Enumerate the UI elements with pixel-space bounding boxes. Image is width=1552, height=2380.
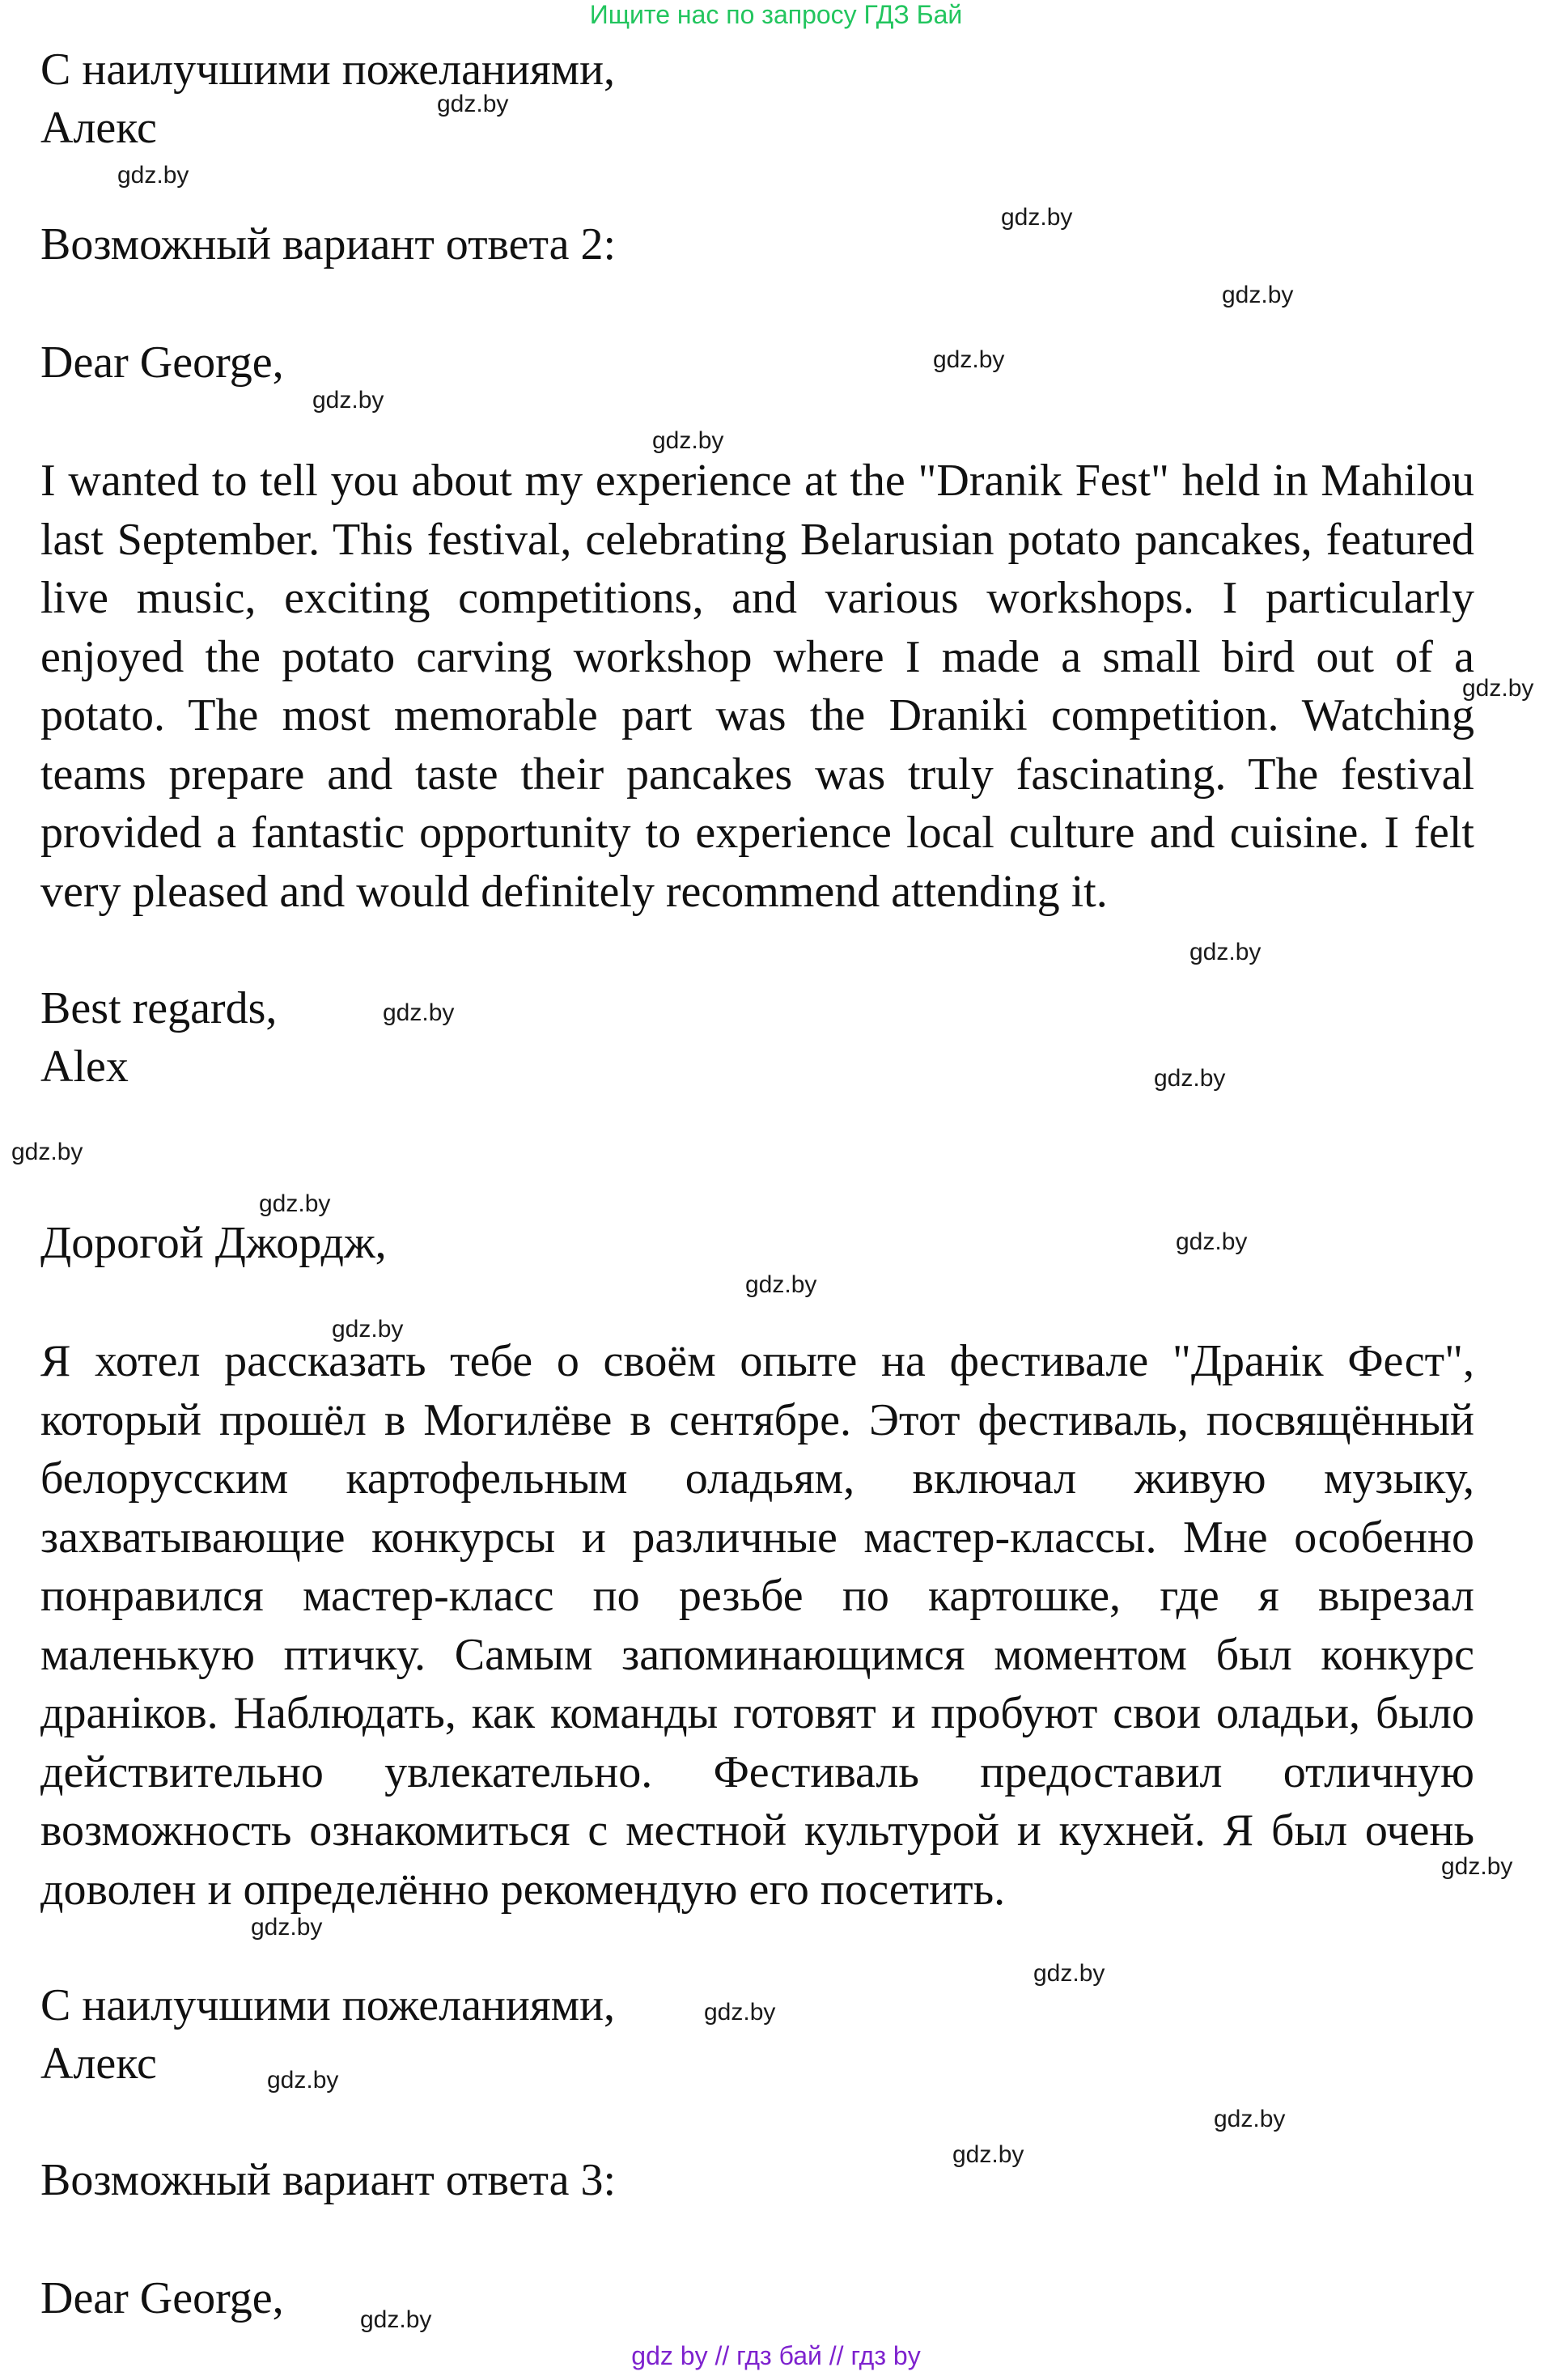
watermark: gdz.by — [1033, 1960, 1105, 1987]
closing-line-ru-1: С наилучшими пожеланиями, — [40, 45, 616, 95]
variant-3-heading: Возможный вариант ответа 3: — [40, 2155, 617, 2205]
signature-ru-1: Алекс — [40, 103, 157, 153]
closing-line-ru-2: С наилучшими пожеланиями, — [40, 1980, 616, 2030]
signature-ru-2: Алекс — [40, 2038, 157, 2089]
closing-line-en-2: Best regards, — [40, 983, 278, 1033]
watermark: gdz.by — [11, 1139, 83, 1165]
watermark: gdz.by — [259, 1190, 331, 1217]
watermark: gdz.by — [360, 2306, 432, 2333]
watermark: gdz.by — [1222, 282, 1294, 308]
watermark: gdz.by — [267, 2067, 339, 2094]
watermark: gdz.by — [383, 999, 455, 1026]
watermark: gdz.by — [1001, 204, 1073, 231]
watermark: gdz.by — [117, 162, 189, 189]
greeting-ru-2: Дорогой Джордж, — [40, 1218, 387, 1268]
watermark: gdz.by — [1441, 1853, 1513, 1880]
watermark: gdz.by — [652, 427, 724, 454]
greeting-en-2: Dear George, — [40, 337, 284, 388]
footer-links[interactable]: gdz by // гдз бай // гдз by — [631, 2341, 921, 2370]
greeting-en-3: Dear George, — [40, 2273, 284, 2323]
signature-en-2: Alex — [40, 1042, 129, 1092]
watermark: gdz.by — [332, 1316, 404, 1343]
watermark: gdz.by — [251, 1914, 323, 1941]
watermark: gdz.by — [1214, 2106, 1286, 2132]
letter-body-en-2: I wanted to tell you about my experience at the "Dranik Fest" held in Mahilou last September. This festival, celebrating Belarusian potato pancakes, featured live music, exciting competitions, and various workshops. I particularly enjoyed the potato carving workshop where I made a small bird out of a potato. The most memorable part was the Draniki competition. Watching teams prepare and taste their pancakes was truly fascinating. The festival provided a fantastic opportunity to experience local culture and cuisine. I felt very pleased and would definitely recommend attending it. — [40, 456, 1474, 917]
watermark: gdz.by — [704, 1999, 776, 2026]
watermark: gdz.by — [437, 91, 509, 117]
watermark: gdz.by — [933, 346, 1005, 373]
watermark: gdz.by — [1176, 1228, 1248, 1255]
watermark: gdz.by — [745, 1271, 817, 1298]
letter-body-ru-2: Я хотел рассказать тебе о своём опыте на фестивале "Дранiк Фест", который прошёл в Могилёве в сентябре. Этот фестиваль, посвящённый белорусским картофельным оладьям, включал живую музыку, захватывающие конкурсы и различные мастер-классы. Мне особенно понравился мастер-класс по резьбе по картошке, где я вырезал маленькую птичку. Самым запоминающимся моментом был конкурс дранiков. Наблюдать, как команды готовят и пробуют свои оладьи, было действительно увлекательно. Фестиваль предоставил отличную возможность ознакомиться с местной культурой и кухней. Я был очень доволен и определённо рекомендую его посетить. — [40, 1336, 1474, 1915]
watermark: gdz.by — [952, 2141, 1024, 2168]
watermark: gdz.by — [312, 387, 384, 414]
watermark: gdz.by — [1154, 1065, 1226, 1092]
variant-2-heading: Возможный вариант ответа 2: — [40, 219, 617, 269]
watermark: gdz.by — [1462, 675, 1534, 702]
watermark: gdz.by — [1189, 939, 1262, 965]
top-search-banner[interactable]: Ищите нас по запросу ГДЗ Бай — [589, 0, 963, 29]
